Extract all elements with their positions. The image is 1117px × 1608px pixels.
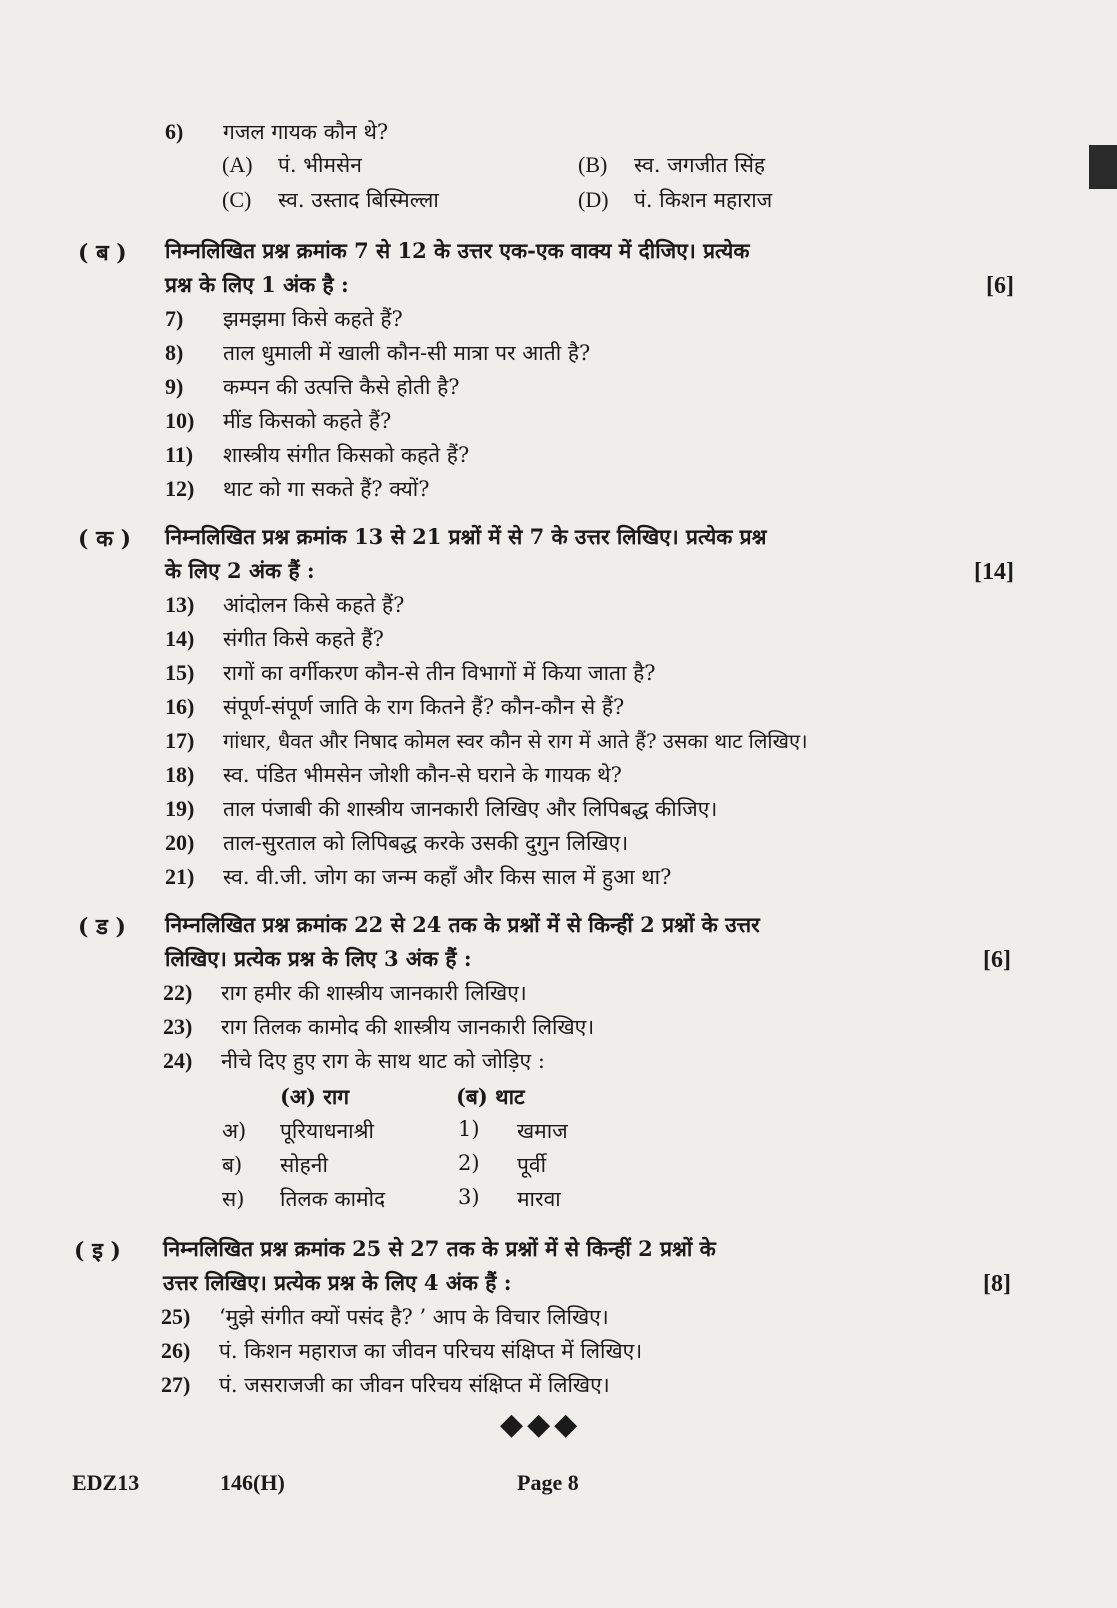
question-text: पं. जसराजजी का जीवन परिचय संक्षिप्त में लिखिए। bbox=[219, 1373, 610, 1397]
section-k-instruction-line1: निम्नलिखित प्रश्न क्रमांक 13 से 21 प्रश्नों में से 7 के उत्तर लिखिए। प्रत्येक प्रश्न bbox=[165, 524, 767, 549]
option-text: स्व. जगजीत सिंह bbox=[634, 153, 766, 177]
section-b-instruction-line2: प्रश्न के लिए 1 अंक है : bbox=[165, 272, 349, 297]
question-number: 9) bbox=[165, 374, 184, 399]
match-row-b-thaat: पूर्वी bbox=[517, 1153, 547, 1177]
question-number: 25) bbox=[161, 1304, 191, 1329]
question-text: झमझमा किसे कहते हैं? bbox=[223, 307, 403, 331]
question-17 bbox=[165, 727, 808, 754]
section-d-label: ( ड ) bbox=[78, 914, 126, 940]
match-row-a-label: अ) bbox=[222, 1119, 247, 1143]
question-number: 26) bbox=[161, 1338, 191, 1363]
question-text: राग हमीर की शास्त्रीय जानकारी लिखिए। bbox=[221, 981, 527, 1005]
option-text: पं. भीमसेन bbox=[278, 153, 362, 177]
section-d-instruction-line1: निम्नलिखित प्रश्न क्रमांक 22 से 24 तक के प्रश्नों में से किन्हीं 2 प्रश्नों के उत्तर bbox=[165, 912, 760, 937]
question-19 bbox=[165, 795, 717, 823]
question-text: ताल पंजाबी की शास्त्रीय जानकारी लिखिए और लिपिबद्ध कीजिए। bbox=[223, 797, 718, 821]
question-text: ताल धुमाली में खाली कौन-सी मात्रा पर आती है? bbox=[223, 341, 591, 365]
question-text: थाट को गा सकते हैं? क्यों? bbox=[223, 477, 430, 501]
option-label: (D) bbox=[578, 187, 609, 212]
match-row-c-raag: तिलक कामोद bbox=[280, 1187, 386, 1211]
question-text: ‘मुझे संगीत क्यों पसंद है? ’ आप के विचार लिखिए। bbox=[219, 1305, 609, 1329]
question-text: गजल गायक कौन थे? bbox=[223, 120, 389, 144]
section-d-instruction-line2: लिखिए। प्रत्येक प्रश्न के लिए 3 अंक हैं : bbox=[165, 946, 472, 971]
section-b-marks: [6] bbox=[986, 273, 1014, 299]
section-i-instruction-line1: निम्नलिखित प्रश्न क्रमांक 25 से 27 तक के प्रश्नों में से किन्हीं 2 प्रश्नों के bbox=[163, 1236, 716, 1261]
question-text: स्व. वी.जी. जोग का जन्म कहाँ और किस साल में हुआ था? bbox=[223, 865, 672, 889]
match-header-thaat: (ब) थाट bbox=[456, 1084, 525, 1109]
question-18 bbox=[165, 761, 622, 789]
question-15 bbox=[165, 659, 656, 687]
question-text: शास्त्रीय संगीत किसको कहते हैं? bbox=[223, 443, 470, 467]
question-14 bbox=[165, 625, 384, 653]
match-row-b-number: 2) bbox=[458, 1151, 480, 1175]
question-number: 14) bbox=[165, 626, 195, 651]
question-number: 15) bbox=[165, 660, 195, 685]
question-25 bbox=[161, 1303, 609, 1331]
section-k-marks: [14] bbox=[974, 559, 1014, 585]
option-label: (A) bbox=[222, 152, 253, 177]
question-text: ताल-सुरताल को लिपिबद्ध करके उसकी दुगुन लिखिए। bbox=[223, 831, 629, 855]
option-a bbox=[222, 151, 362, 179]
option-d bbox=[578, 186, 772, 214]
section-b-instruction-line1: निम्नलिखित प्रश्न क्रमांक 7 से 12 के उत्तर एक-एक वाक्य में दीजिए। प्रत्येक bbox=[165, 238, 750, 263]
question-number: 22) bbox=[163, 980, 193, 1005]
question-number: 18) bbox=[165, 762, 195, 787]
match-row-c-label: स) bbox=[222, 1187, 245, 1211]
page-edge-marker bbox=[1089, 145, 1117, 189]
option-b bbox=[578, 151, 765, 179]
question-13 bbox=[165, 591, 404, 619]
question-23 bbox=[163, 1013, 594, 1041]
section-k-label: ( क ) bbox=[78, 526, 132, 552]
match-row-b-raag: सोहनी bbox=[280, 1153, 328, 1177]
question-24 bbox=[163, 1047, 545, 1075]
match-row-c-number: 3) bbox=[458, 1185, 480, 1209]
question-20 bbox=[165, 829, 628, 857]
question-text: पं. किशन महाराज का जीवन परिचय संक्षिप्त में लिखिए। bbox=[219, 1339, 643, 1363]
end-of-paper-diamonds: ◆◆◆ bbox=[500, 1407, 582, 1442]
question-number: 11) bbox=[165, 442, 194, 467]
section-i-marks: [8] bbox=[983, 1271, 1011, 1297]
question-number: 10) bbox=[165, 408, 195, 433]
match-row-b-label: ब) bbox=[222, 1153, 243, 1177]
match-header-raag: (अ) राग bbox=[280, 1084, 350, 1109]
question-9 bbox=[165, 373, 460, 401]
section-i-label: ( इ ) bbox=[74, 1238, 121, 1264]
question-number: 17) bbox=[165, 728, 195, 753]
question-number: 8) bbox=[165, 340, 184, 365]
option-text: पं. किशन महाराज bbox=[634, 188, 773, 212]
question-16 bbox=[165, 693, 624, 721]
question-number: 12) bbox=[165, 476, 195, 501]
option-c bbox=[222, 186, 439, 214]
footer-exam-code: EDZ13 bbox=[72, 1470, 140, 1495]
question-number: 27) bbox=[161, 1372, 191, 1397]
question-number: 23) bbox=[163, 1014, 193, 1039]
question-8 bbox=[165, 339, 590, 367]
question-text: मींड किसको कहते हैं? bbox=[223, 409, 392, 433]
footer-paper-code: 146(H) bbox=[220, 1470, 285, 1495]
question-text: रागों का वर्गीकरण कौन-से तीन विभागों में किया जाता है? bbox=[223, 661, 656, 685]
question-22 bbox=[163, 979, 527, 1007]
section-b-label: ( ब ) bbox=[78, 240, 127, 266]
question-text: संगीत किसे कहते हैं? bbox=[223, 627, 384, 651]
question-number: 19) bbox=[165, 796, 195, 821]
question-27 bbox=[161, 1371, 610, 1399]
question-text: कम्पन की उत्पत्ति कैसे होती है? bbox=[223, 375, 460, 399]
question-number: 16) bbox=[165, 694, 195, 719]
option-label: (B) bbox=[578, 152, 608, 177]
question-10 bbox=[165, 407, 391, 435]
question-26 bbox=[161, 1337, 642, 1365]
question-7 bbox=[165, 305, 403, 333]
question-number: 24) bbox=[163, 1048, 193, 1073]
match-row-a-raag: पूरियाधनाश्री bbox=[280, 1119, 374, 1143]
question-text: आंदोलन किसे कहते हैं? bbox=[223, 593, 405, 617]
option-text: स्व. उस्ताद बिस्मिल्ला bbox=[278, 188, 439, 212]
section-k-instruction-line2: के लिए 2 अंक हैं : bbox=[165, 558, 315, 583]
question-21 bbox=[165, 863, 671, 891]
match-row-a-number: 1) bbox=[458, 1117, 480, 1141]
question-number: 20) bbox=[165, 830, 195, 855]
question-text: गांधार, धैवत और निषाद कोमल स्वर कौन से राग में आते हैं? उसका थाट लिखिए। bbox=[223, 729, 808, 753]
question-text: संपूर्ण-संपूर्ण जाति के राग कितने हैं? कौन-कौन से हैं? bbox=[223, 695, 625, 719]
question-number: 21) bbox=[165, 864, 195, 889]
question-text: स्व. पंडित भीमसेन जोशी कौन-से घराने के गायक थे? bbox=[223, 763, 622, 787]
question-number: 7) bbox=[165, 306, 184, 331]
section-d-marks: [6] bbox=[983, 947, 1011, 973]
question-number: 6) bbox=[165, 119, 184, 144]
question-text: नीचे दिए हुए राग के साथ थाट को जोड़िए : bbox=[221, 1049, 545, 1073]
option-label: (C) bbox=[222, 187, 252, 212]
match-row-c-thaat: मारवा bbox=[517, 1187, 561, 1211]
footer-page-number: Page 8 bbox=[517, 1470, 579, 1495]
question-12 bbox=[165, 475, 429, 503]
section-i-instruction-line2: उत्तर लिखिए। प्रत्येक प्रश्न के लिए 4 अंक हैं : bbox=[163, 1270, 512, 1295]
question-6 bbox=[165, 118, 388, 146]
question-text: राग तिलक कामोद की शास्त्रीय जानकारी लिखिए। bbox=[221, 1015, 595, 1039]
question-11 bbox=[165, 441, 469, 469]
match-row-a-thaat: खमाज bbox=[517, 1119, 568, 1143]
question-number: 13) bbox=[165, 592, 195, 617]
